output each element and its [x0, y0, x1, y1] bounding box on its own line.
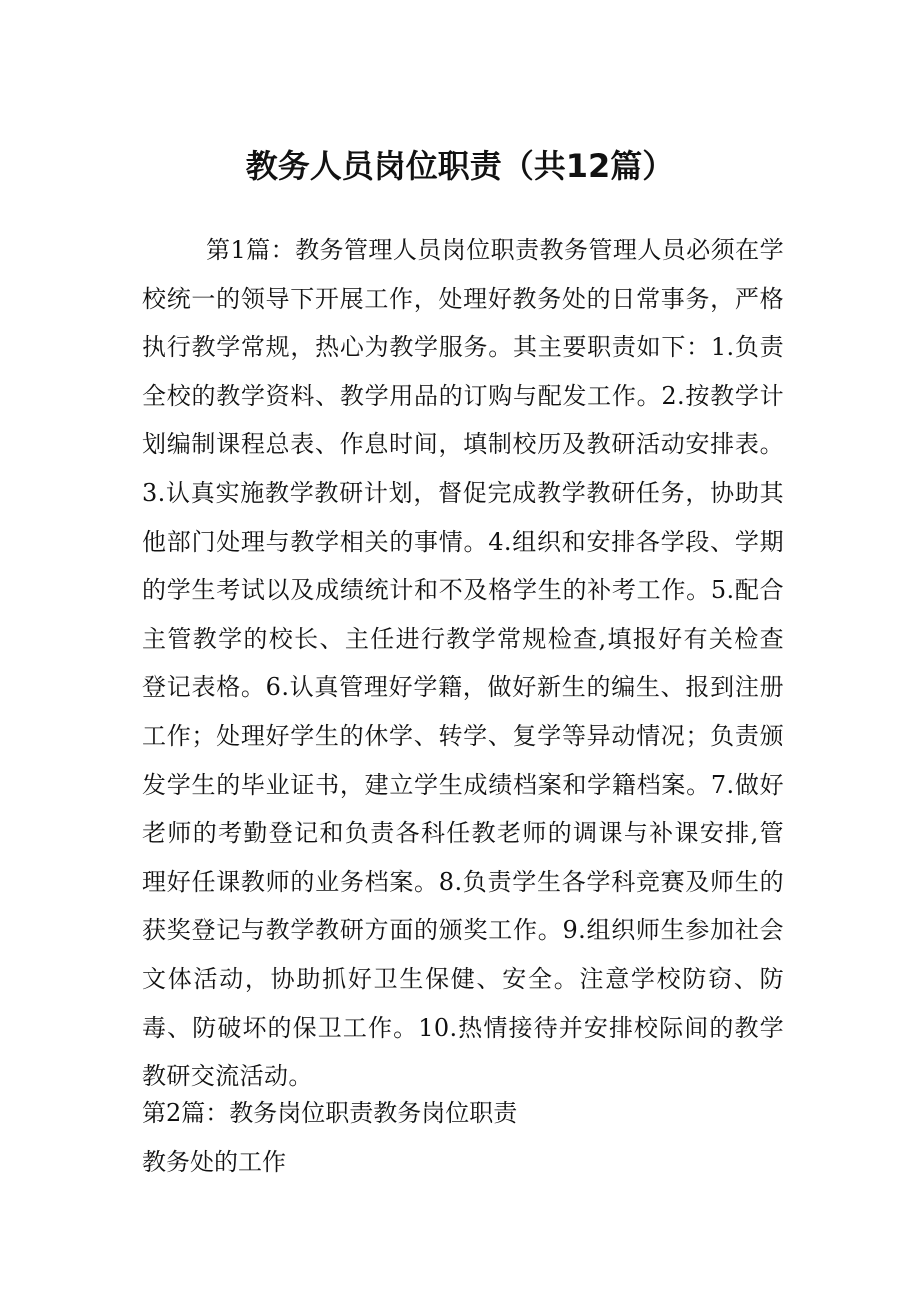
document-title: 教务人员岗位职责（共12篇） [245, 147, 675, 185]
article-1-paragraph: 第1篇：教务管理人员岗位职责教务管理人员必须在学校统一的领导下开展工作，处理好教务处的日常事务，严格执行教学常规，热心为教学服务。其主要职责如下：1.负责全校的教学资料、教学用品的订购与配发工作。2.按教学计划编制课程总表、作息时间，填制校历及教研活动安排表。3.认真实施教学教研计划，督促完成教学教研任务，协助其他部门处理与教学相关的事情。4.组织和安排各学段、学期的学生考试以及成绩统计和不及格学生的补考工作。5.配合主管教学的校长、主任进行教学常规检查,填报好有关检查登记表格。6.认真管理好学籍，做好新生的编生、报到注册工作；处理好学生的休学、转学、复学等异动情况；负责颁发学生的毕业证书，建立学生成绩档案和学籍档案。7.做好老师的考勤登记和负责各科任教老师的调课与补课安排,管理好任课教师的业务档案。8.负责学生各学科竞赛及师生的获奖登记与教学教研方面的颁奖工作。9.组织师生参加社会文体活动，协助抓好卫生保健、安全。注意学校防窃、防毒、防破坏的保卫工作。10.热情接待并安排校际间的教学教研交流活动。 [142, 236, 784, 1091]
article-2-subheading: 教务处的工作 [142, 1148, 286, 1176]
article-2-heading: 第2篇：教务岗位职责教务岗位职责 [142, 1099, 518, 1127]
